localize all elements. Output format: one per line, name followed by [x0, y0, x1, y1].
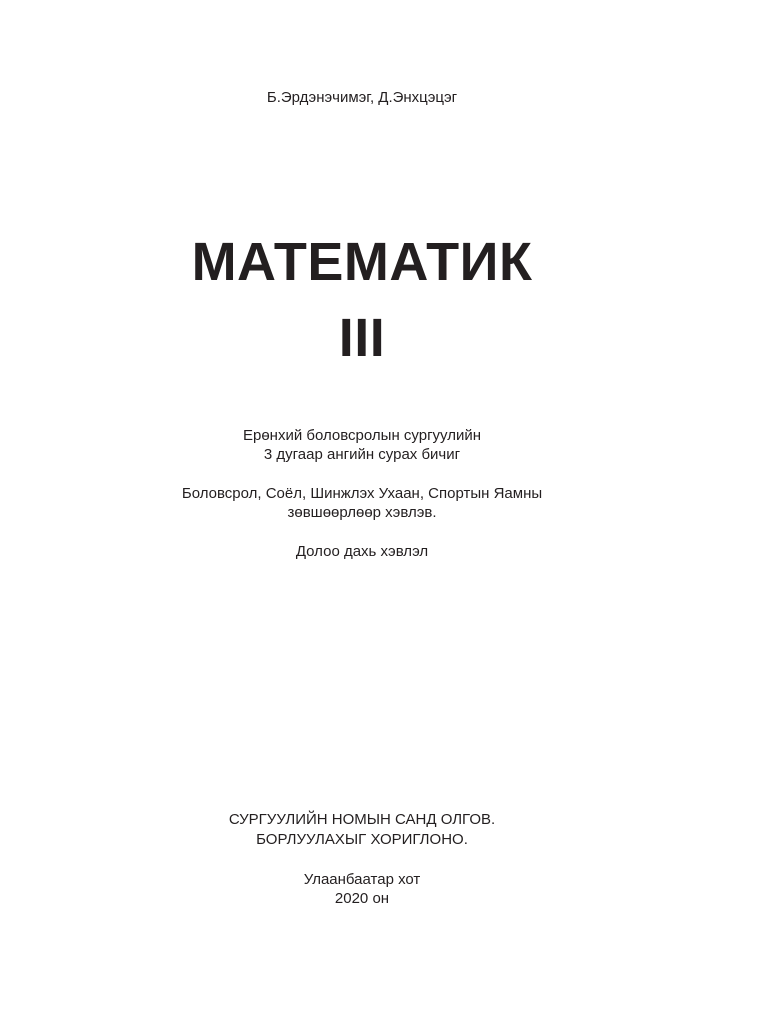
- notice-line-2: БОРЛУУЛАХЫГ ХОРИГЛОНО.: [256, 831, 468, 848]
- authors: Б.Эрдэнэчимэг, Д.Энхцэцэг: [266, 89, 458, 106]
- description-line-2: 3 дугаар ангийн сурах бичиг: [263, 446, 461, 463]
- imprint-year: 2020 он: [334, 890, 390, 907]
- approval-line-1: Боловсрол, Соёл, Шинжлэх Ухаан, Спортын Яамны: [181, 485, 543, 502]
- edition: Долоо дахь хэвлэл: [295, 543, 429, 560]
- notice-line-1: СУРГУУЛИЙН НОМЫН САНД ОЛГОВ.: [228, 811, 496, 828]
- book-title: МАТЕМАТИК: [191, 232, 533, 292]
- imprint-city: Улаанбаатар хот: [303, 871, 421, 888]
- description-line-1: Ерөнхий боловсролын сургуулийн: [242, 427, 481, 444]
- book-grade: III: [338, 308, 386, 368]
- approval-line-2: зөвшөөрлөөр хэвлэв.: [287, 504, 437, 521]
